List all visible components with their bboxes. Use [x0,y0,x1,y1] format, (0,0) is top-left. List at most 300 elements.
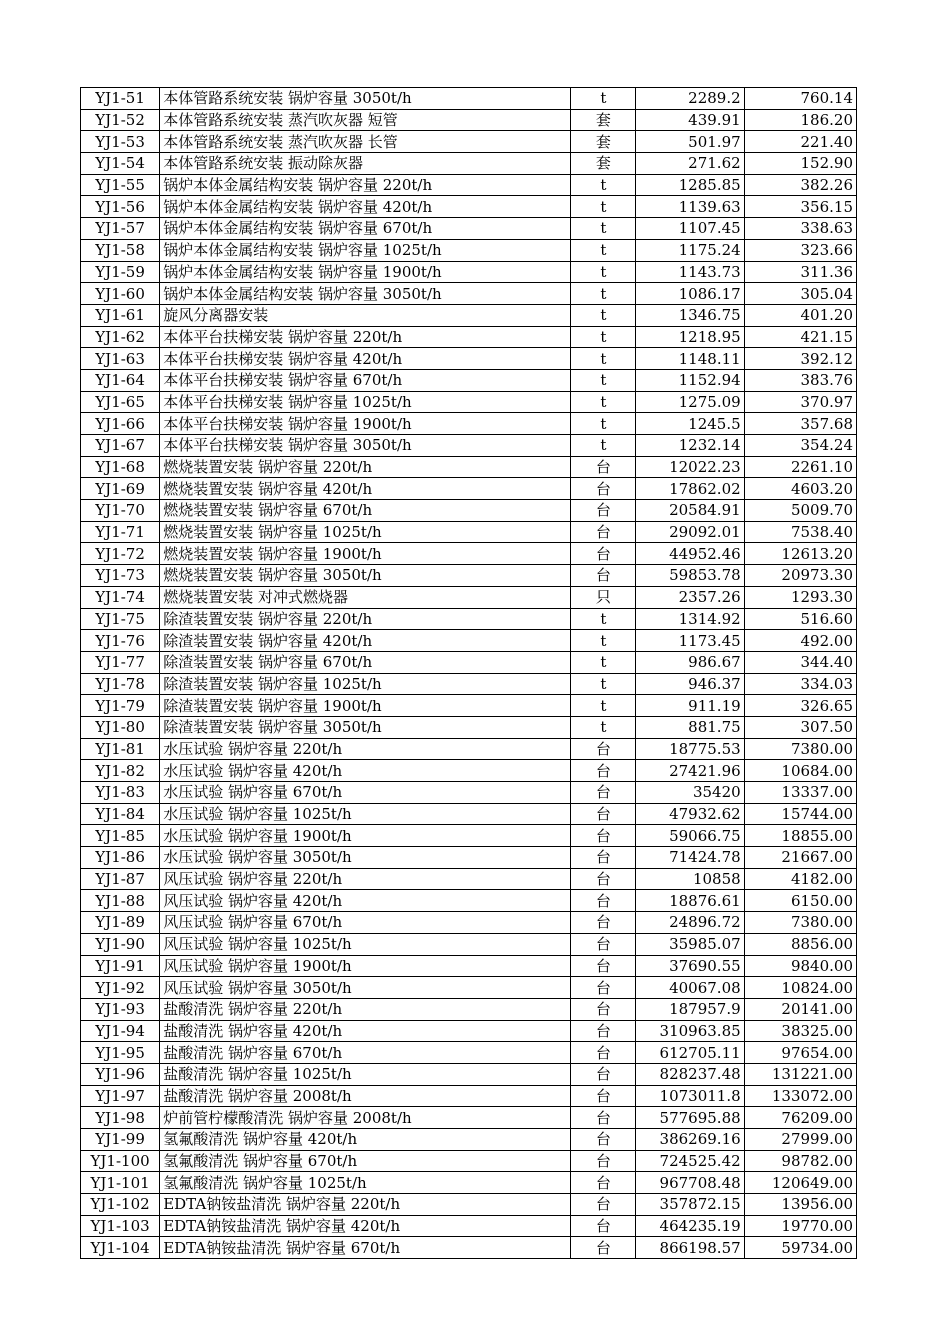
cell-unit: t [571,326,636,348]
cell-description: 本体平台扶梯安装 锅炉容量 420t/h [160,348,571,370]
table-row [81,218,857,240]
cell-unit: t [571,348,636,370]
cell-base-price: 439.91 [636,109,744,131]
cell-labor-cost: 5009.70 [744,500,856,522]
cell-base-price: 724525.42 [636,1150,744,1172]
cell-unit: 台 [571,478,636,500]
cell-labor-cost: 18855.00 [744,825,856,847]
cell-unit: 台 [571,1194,636,1216]
cell-base-price: 946.37 [636,673,744,695]
cell-base-price: 18876.61 [636,890,744,912]
cell-description: 水压试验 锅炉容量 220t/h [160,738,571,760]
cell-description: 除渣装置安装 锅炉容量 1900t/h [160,695,571,717]
cell-unit: 台 [571,825,636,847]
cell-unit: 台 [571,782,636,804]
cell-code: YJ1-59 [81,261,160,283]
table-row [81,478,857,500]
cell-description: 旋风分离器安装 [160,304,571,326]
cell-code: YJ1-92 [81,977,160,999]
cell-base-price: 967708.48 [636,1172,744,1194]
cell-description: 水压试验 锅炉容量 3050t/h [160,847,571,869]
cell-labor-cost: 516.60 [744,608,856,630]
cell-unit: 台 [571,847,636,869]
cell-code: YJ1-64 [81,369,160,391]
cell-base-price: 1285.85 [636,174,744,196]
cell-labor-cost: 13956.00 [744,1194,856,1216]
cell-code: YJ1-61 [81,304,160,326]
cell-unit: 台 [571,565,636,587]
cell-base-price: 1148.11 [636,348,744,370]
cell-base-price: 1232.14 [636,435,744,457]
cell-unit: t [571,716,636,738]
cell-labor-cost: 2261.10 [744,456,856,478]
cell-code: YJ1-54 [81,153,160,175]
cell-labor-cost: 6150.00 [744,890,856,912]
cell-description: 燃烧装置安装 锅炉容量 670t/h [160,500,571,522]
cell-unit: 台 [571,1107,636,1129]
cell-description: 氢氟酸清洗 锅炉容量 1025t/h [160,1172,571,1194]
cell-code: YJ1-99 [81,1129,160,1151]
table-row [81,413,857,435]
cell-labor-cost: 12613.20 [744,543,856,565]
cell-description: 炉前管柠檬酸清洗 锅炉容量 2008t/h [160,1107,571,1129]
cell-labor-cost: 7380.00 [744,738,856,760]
cell-unit: t [571,673,636,695]
cell-description: 盐酸清洗 锅炉容量 2008t/h [160,1085,571,1107]
cell-description: 燃烧装置安装 锅炉容量 1900t/h [160,543,571,565]
cell-code: YJ1-82 [81,760,160,782]
cell-base-price: 881.75 [636,716,744,738]
cell-description: 除渣装置安装 锅炉容量 220t/h [160,608,571,630]
cell-description: 本体平台扶梯安装 锅炉容量 220t/h [160,326,571,348]
cell-code: YJ1-100 [81,1150,160,1172]
cell-unit: t [571,630,636,652]
cell-unit: 台 [571,1042,636,1064]
cell-code: YJ1-78 [81,673,160,695]
cell-code: YJ1-104 [81,1237,160,1259]
cell-labor-cost: 97654.00 [744,1042,856,1064]
cell-base-price: 18775.53 [636,738,744,760]
cell-unit: t [571,174,636,196]
table-row [81,977,857,999]
cell-description: 除渣装置安装 锅炉容量 1025t/h [160,673,571,695]
cell-code: YJ1-72 [81,543,160,565]
cell-base-price: 1152.94 [636,369,744,391]
table-row [81,131,857,153]
cell-code: YJ1-57 [81,218,160,240]
cell-base-price: 1073011.8 [636,1085,744,1107]
cell-unit: 台 [571,456,636,478]
cell-base-price: 986.67 [636,651,744,673]
cell-code: YJ1-62 [81,326,160,348]
table-row [81,825,857,847]
cell-code: YJ1-80 [81,716,160,738]
cell-code: YJ1-70 [81,500,160,522]
cell-labor-cost: 383.76 [744,369,856,391]
cell-code: YJ1-89 [81,912,160,934]
cell-base-price: 357872.15 [636,1194,744,1216]
cell-code: YJ1-53 [81,131,160,153]
table-row [81,435,857,457]
table-row [81,933,857,955]
cell-description: 燃烧装置安装 锅炉容量 3050t/h [160,565,571,587]
cell-description: 本体平台扶梯安装 锅炉容量 1900t/h [160,413,571,435]
cell-base-price: 577695.88 [636,1107,744,1129]
cell-description: 本体管路系统安装 锅炉容量 3050t/h [160,88,571,110]
table-row [81,88,857,110]
cell-labor-cost: 323.66 [744,239,856,261]
table-row [81,868,857,890]
cell-base-price: 37690.55 [636,955,744,977]
cell-labor-cost: 354.24 [744,435,856,457]
cell-code: YJ1-91 [81,955,160,977]
cell-base-price: 17862.02 [636,478,744,500]
cell-labor-cost: 133072.00 [744,1085,856,1107]
cell-base-price: 1086.17 [636,283,744,305]
cell-base-price: 1143.73 [636,261,744,283]
cell-base-price: 1346.75 [636,304,744,326]
cell-labor-cost: 492.00 [744,630,856,652]
cell-base-price: 24896.72 [636,912,744,934]
cell-unit: 套 [571,109,636,131]
table-row [81,1215,857,1237]
cell-unit: 台 [571,1215,636,1237]
cell-labor-cost: 421.15 [744,326,856,348]
cell-code: YJ1-55 [81,174,160,196]
cell-labor-cost: 1293.30 [744,586,856,608]
cell-base-price: 464235.19 [636,1215,744,1237]
table-row [81,326,857,348]
cell-description: 锅炉本体金属结构安装 锅炉容量 220t/h [160,174,571,196]
cell-code: YJ1-74 [81,586,160,608]
cell-unit: t [571,283,636,305]
cell-unit: 台 [571,868,636,890]
table-row [81,174,857,196]
table-row [81,153,857,175]
cell-base-price: 1314.92 [636,608,744,630]
table-row [81,1150,857,1172]
cell-description: 盐酸清洗 锅炉容量 420t/h [160,1020,571,1042]
cell-description: 盐酸清洗 锅炉容量 1025t/h [160,1063,571,1085]
cell-base-price: 1218.95 [636,326,744,348]
cell-description: 锅炉本体金属结构安装 锅炉容量 1900t/h [160,261,571,283]
cell-code: YJ1-58 [81,239,160,261]
cell-description: 燃烧装置安装 对冲式燃烧器 [160,586,571,608]
table-row [81,304,857,326]
cell-code: YJ1-95 [81,1042,160,1064]
cell-base-price: 29092.01 [636,521,744,543]
cell-labor-cost: 9840.00 [744,955,856,977]
cell-unit: 台 [571,933,636,955]
table-row [81,955,857,977]
cell-unit: t [571,239,636,261]
cell-code: YJ1-94 [81,1020,160,1042]
cell-labor-cost: 15744.00 [744,803,856,825]
table-row [81,196,857,218]
cell-code: YJ1-76 [81,630,160,652]
cell-base-price: 612705.11 [636,1042,744,1064]
cell-code: YJ1-63 [81,348,160,370]
cell-labor-cost: 4182.00 [744,868,856,890]
cell-code: YJ1-66 [81,413,160,435]
cell-code: YJ1-93 [81,998,160,1020]
cell-description: 燃烧装置安装 锅炉容量 220t/h [160,456,571,478]
table-row [81,109,857,131]
cell-base-price: 386269.16 [636,1129,744,1151]
table-row [81,521,857,543]
cell-unit: 只 [571,586,636,608]
cell-description: 氢氟酸清洗 锅炉容量 420t/h [160,1129,571,1151]
cell-labor-cost: 4603.20 [744,478,856,500]
table-row [81,369,857,391]
cell-description: EDTA钠铵盐清洗 锅炉容量 420t/h [160,1215,571,1237]
cell-description: 除渣装置安装 锅炉容量 3050t/h [160,716,571,738]
cell-base-price: 27421.96 [636,760,744,782]
table-row [81,651,857,673]
cell-code: YJ1-84 [81,803,160,825]
table-row [81,348,857,370]
cell-labor-cost: 152.90 [744,153,856,175]
cell-code: YJ1-67 [81,435,160,457]
cell-labor-cost: 20973.30 [744,565,856,587]
cell-unit: 套 [571,131,636,153]
cell-code: YJ1-85 [81,825,160,847]
table-row [81,738,857,760]
cell-labor-cost: 19770.00 [744,1215,856,1237]
table-row [81,998,857,1020]
cell-unit: 台 [571,760,636,782]
cell-description: 燃烧装置安装 锅炉容量 1025t/h [160,521,571,543]
cell-code: YJ1-101 [81,1172,160,1194]
cell-description: 水压试验 锅炉容量 670t/h [160,782,571,804]
cell-labor-cost: 344.40 [744,651,856,673]
cell-labor-cost: 120649.00 [744,1172,856,1194]
cell-code: YJ1-68 [81,456,160,478]
cell-labor-cost: 7538.40 [744,521,856,543]
cell-base-price: 1173.45 [636,630,744,652]
cell-unit: t [571,391,636,413]
cell-description: 水压试验 锅炉容量 1900t/h [160,825,571,847]
cell-description: 锅炉本体金属结构安装 锅炉容量 3050t/h [160,283,571,305]
cell-code: YJ1-103 [81,1215,160,1237]
cell-code: YJ1-51 [81,88,160,110]
cell-unit: 台 [571,912,636,934]
cell-labor-cost: 221.40 [744,131,856,153]
cell-unit: t [571,651,636,673]
cell-unit: t [571,608,636,630]
cell-description: 盐酸清洗 锅炉容量 220t/h [160,998,571,1020]
cell-unit: t [571,196,636,218]
table-row [81,391,857,413]
cell-labor-cost: 10824.00 [744,977,856,999]
cell-base-price: 59066.75 [636,825,744,847]
cell-description: 本体管路系统安装 蒸汽吹灰器 长管 [160,131,571,153]
cell-unit: 台 [571,977,636,999]
cell-labor-cost: 38325.00 [744,1020,856,1042]
table-row [81,608,857,630]
cell-unit: t [571,413,636,435]
cell-description: 风压试验 锅炉容量 220t/h [160,868,571,890]
table-row [81,1042,857,1064]
cell-code: YJ1-97 [81,1085,160,1107]
cell-labor-cost: 334.03 [744,673,856,695]
cell-code: YJ1-75 [81,608,160,630]
cell-base-price: 1107.45 [636,218,744,240]
cell-base-price: 187957.9 [636,998,744,1020]
cell-unit: 台 [571,803,636,825]
table-row [81,847,857,869]
cell-code: YJ1-83 [81,782,160,804]
cell-labor-cost: 305.04 [744,283,856,305]
cell-description: 锅炉本体金属结构安装 锅炉容量 1025t/h [160,239,571,261]
cell-base-price: 866198.57 [636,1237,744,1259]
cell-base-price: 1175.24 [636,239,744,261]
cell-code: YJ1-79 [81,695,160,717]
cell-description: 本体平台扶梯安装 锅炉容量 1025t/h [160,391,571,413]
cell-base-price: 47932.62 [636,803,744,825]
cell-description: 除渣装置安装 锅炉容量 670t/h [160,651,571,673]
quota-table [80,87,857,1259]
cell-base-price: 35420 [636,782,744,804]
cell-labor-cost: 401.20 [744,304,856,326]
cell-description: 本体管路系统安装 振动除灰器 [160,153,571,175]
table-row [81,630,857,652]
cell-unit: 台 [571,521,636,543]
cell-base-price: 44952.46 [636,543,744,565]
cell-labor-cost: 338.63 [744,218,856,240]
table-row [81,1063,857,1085]
cell-base-price: 10858 [636,868,744,890]
table-row [81,1085,857,1107]
cell-code: YJ1-60 [81,283,160,305]
cell-base-price: 40067.08 [636,977,744,999]
cell-labor-cost: 76209.00 [744,1107,856,1129]
table-row [81,586,857,608]
cell-labor-cost: 98782.00 [744,1150,856,1172]
cell-description: 本体平台扶梯安装 锅炉容量 3050t/h [160,435,571,457]
cell-labor-cost: 356.15 [744,196,856,218]
cell-labor-cost: 186.20 [744,109,856,131]
cell-labor-cost: 392.12 [744,348,856,370]
cell-labor-cost: 59734.00 [744,1237,856,1259]
cell-description: 风压试验 锅炉容量 670t/h [160,912,571,934]
cell-unit: 台 [571,1150,636,1172]
cell-description: 水压试验 锅炉容量 1025t/h [160,803,571,825]
cell-code: YJ1-86 [81,847,160,869]
cell-description: 锅炉本体金属结构安装 锅炉容量 670t/h [160,218,571,240]
cell-base-price: 1275.09 [636,391,744,413]
cell-description: 盐酸清洗 锅炉容量 670t/h [160,1042,571,1064]
cell-unit: t [571,88,636,110]
table-row [81,803,857,825]
table-row [81,500,857,522]
table-row [81,890,857,912]
cell-description: 风压试验 锅炉容量 3050t/h [160,977,571,999]
cell-description: 本体管路系统安装 蒸汽吹灰器 短管 [160,109,571,131]
cell-base-price: 20584.91 [636,500,744,522]
cell-code: YJ1-73 [81,565,160,587]
cell-base-price: 59853.78 [636,565,744,587]
cell-code: YJ1-88 [81,890,160,912]
cell-base-price: 911.19 [636,695,744,717]
cell-unit: 台 [571,543,636,565]
cell-unit: t [571,695,636,717]
cell-description: 氢氟酸清洗 锅炉容量 670t/h [160,1150,571,1172]
cell-base-price: 2357.26 [636,586,744,608]
cell-unit: t [571,435,636,457]
cell-description: 水压试验 锅炉容量 420t/h [160,760,571,782]
cell-base-price: 310963.85 [636,1020,744,1042]
cell-labor-cost: 357.68 [744,413,856,435]
cell-labor-cost: 10684.00 [744,760,856,782]
table-row [81,1020,857,1042]
table-row [81,565,857,587]
cell-labor-cost: 370.97 [744,391,856,413]
table-row [81,543,857,565]
cell-labor-cost: 131221.00 [744,1063,856,1085]
cell-code: YJ1-65 [81,391,160,413]
cell-labor-cost: 21667.00 [744,847,856,869]
cell-code: YJ1-102 [81,1194,160,1216]
cell-unit: 台 [571,738,636,760]
table-row [81,283,857,305]
cell-description: 风压试验 锅炉容量 420t/h [160,890,571,912]
table-row [81,782,857,804]
cell-code: YJ1-52 [81,109,160,131]
cell-unit: 台 [571,955,636,977]
cell-code: YJ1-77 [81,651,160,673]
cell-labor-cost: 760.14 [744,88,856,110]
cell-code: YJ1-81 [81,738,160,760]
cell-labor-cost: 311.36 [744,261,856,283]
cell-base-price: 35985.07 [636,933,744,955]
cell-base-price: 828237.48 [636,1063,744,1085]
cell-description: 风压试验 锅炉容量 1900t/h [160,955,571,977]
cell-unit: 台 [571,1237,636,1259]
cell-unit: t [571,369,636,391]
table-row [81,239,857,261]
cell-code: YJ1-71 [81,521,160,543]
cell-code: YJ1-56 [81,196,160,218]
cell-unit: 台 [571,998,636,1020]
cell-base-price: 71424.78 [636,847,744,869]
cell-base-price: 501.97 [636,131,744,153]
cell-code: YJ1-96 [81,1063,160,1085]
table-row [81,456,857,478]
cell-unit: 台 [571,1172,636,1194]
cell-description: EDTA钠铵盐清洗 锅炉容量 220t/h [160,1194,571,1216]
cell-unit: 台 [571,1020,636,1042]
cell-description: 燃烧装置安装 锅炉容量 420t/h [160,478,571,500]
quota-table-body [81,88,857,1259]
table-row [81,1194,857,1216]
cell-unit: t [571,304,636,326]
cell-description: EDTA钠铵盐清洗 锅炉容量 670t/h [160,1237,571,1259]
table-row [81,912,857,934]
table-row [81,261,857,283]
table-row [81,1172,857,1194]
cell-labor-cost: 382.26 [744,174,856,196]
cell-base-price: 1139.63 [636,196,744,218]
cell-labor-cost: 7380.00 [744,912,856,934]
cell-description: 风压试验 锅炉容量 1025t/h [160,933,571,955]
cell-unit: 台 [571,1085,636,1107]
cell-labor-cost: 8856.00 [744,933,856,955]
cell-code: YJ1-87 [81,868,160,890]
cell-labor-cost: 13337.00 [744,782,856,804]
cell-labor-cost: 307.50 [744,716,856,738]
cell-unit: 台 [571,1063,636,1085]
